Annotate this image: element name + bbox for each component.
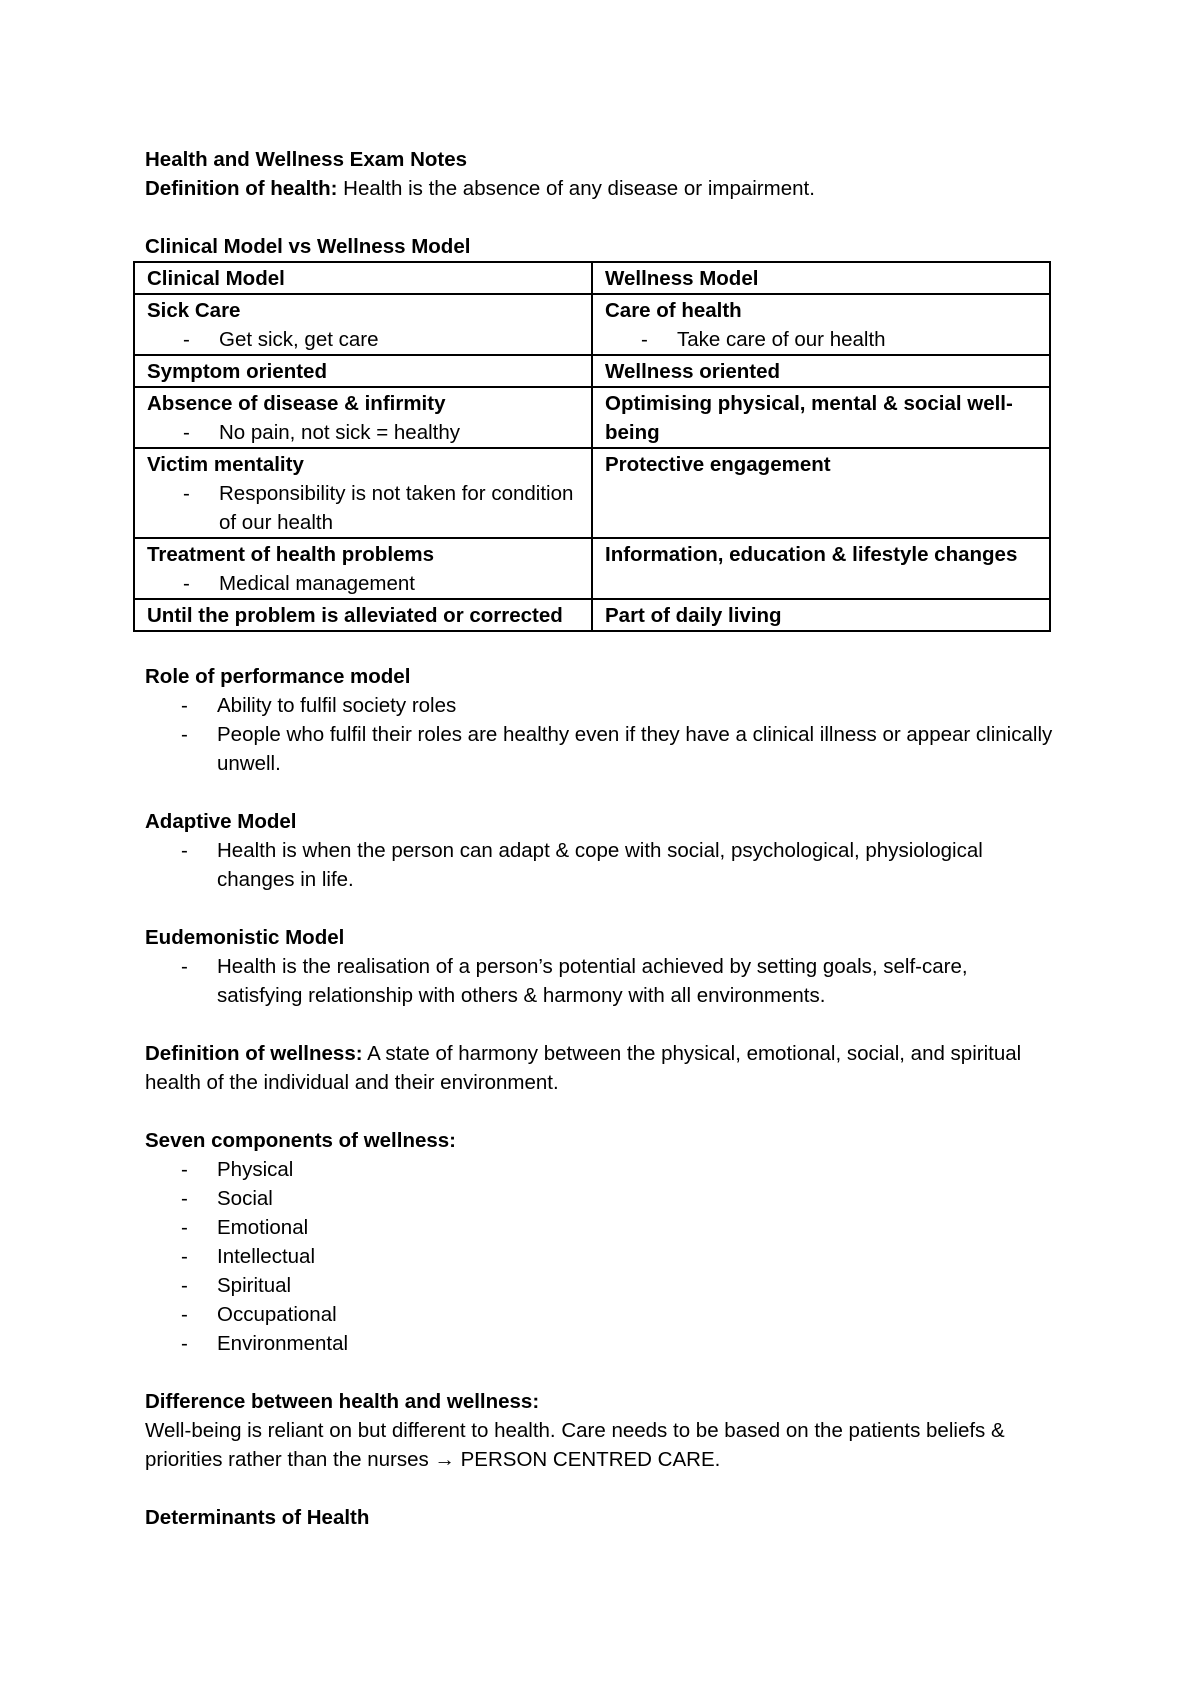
cell-bullet: - No pain, not sick = healthy: [219, 418, 581, 447]
list-item: - Occupational: [217, 1300, 1055, 1329]
wellness-cell: [592, 387, 1050, 448]
table-row: [134, 448, 1050, 538]
list-item: - People who fulfil their roles are healthy even if they have a clinical illness or appear clinically unwell.: [217, 720, 1055, 778]
cell-bullet-list: [147, 569, 581, 598]
definition-of-health: [145, 174, 1055, 203]
role-performance-heading: Role of performance model: [145, 665, 411, 688]
cell-bullet-list: [147, 418, 581, 447]
arrow-icon: →: [434, 1448, 455, 1471]
table-row: [134, 538, 1050, 599]
table-row: [134, 294, 1050, 355]
role-performance-list: [145, 691, 1055, 778]
cell-title: Symptom oriented: [147, 360, 327, 383]
cell-title: Care of health: [605, 299, 742, 322]
table-header-row: [134, 262, 1050, 294]
wellness-cell: [592, 294, 1050, 355]
wellness-cell: [592, 355, 1050, 387]
difference-text-after: PERSON CENTRED CARE.: [454, 1448, 721, 1471]
list-item: - Ability to fulfil society roles: [217, 691, 1055, 720]
cell-bullet-list: [147, 479, 581, 537]
difference-heading: Difference between health and wellness:: [145, 1390, 540, 1413]
table-header-wellness: Wellness Model: [592, 262, 1050, 294]
clinical-cell: [134, 355, 592, 387]
clinical-cell: [134, 448, 592, 538]
difference-text: [145, 1416, 1055, 1474]
adaptive-list: [145, 836, 1055, 894]
difference-text-before: Well-being is reliant on but different to health. Care needs to be based on the patients beliefs & priorities rather than the nurses: [145, 1419, 1005, 1471]
adaptive-heading: Adaptive Model: [145, 810, 297, 833]
list-item: - Spiritual: [217, 1271, 1055, 1300]
cell-bullet-list: [605, 325, 1039, 354]
eudemonistic-list: [145, 952, 1055, 1010]
eudemonistic-heading: Eudemonistic Model: [145, 926, 345, 949]
table-row: [134, 355, 1050, 387]
document-title: Health and Wellness Exam Notes: [145, 148, 468, 171]
cell-bullet: - Get sick, get care: [219, 325, 581, 354]
list-item: - Intellectual: [217, 1242, 1055, 1271]
wellness-cell: [592, 448, 1050, 538]
table-row: [134, 599, 1050, 631]
list-item: - Health is when the person can adapt & cope with social, psychological, physiological changes in life.: [217, 836, 1055, 894]
list-item: - Emotional: [217, 1213, 1055, 1242]
cell-bullet: - Take care of our health: [677, 325, 1039, 354]
comparison-table: [133, 261, 1051, 632]
cell-title: Treatment of health problems: [147, 543, 435, 566]
components-list: [145, 1155, 1055, 1358]
cell-title: Absence of disease & infirmity: [147, 392, 446, 415]
definition-of-wellness-label: Definition of wellness:: [145, 1042, 363, 1065]
list-item: - Environmental: [217, 1329, 1055, 1358]
cell-bullet: - Responsibility is not taken for condition of our health: [219, 479, 581, 537]
definition-of-health-label: Definition of health:: [145, 177, 338, 200]
document-page: [145, 145, 1055, 1532]
components-heading: Seven components of wellness:: [145, 1129, 456, 1152]
cell-title: Until the problem is alleviated or corrected: [147, 604, 563, 627]
wellness-cell: [592, 599, 1050, 631]
clinical-cell: [134, 538, 592, 599]
list-item: - Health is the realisation of a person’s potential achieved by setting goals, self-care, satisfying relationship with others & harmony with all environments.: [217, 952, 1055, 1010]
cell-bullet: - Medical management: [219, 569, 581, 598]
cell-title: Information, education & lifestyle changes: [605, 543, 1018, 566]
cell-bullet-list: [147, 325, 581, 354]
determinants-heading: Determinants of Health: [145, 1506, 370, 1529]
cell-title: Victim mentality: [147, 453, 304, 476]
table-header-clinical: Clinical Model: [134, 262, 592, 294]
definition-of-wellness-text: A state of harmony between the physical, emotional, social, and spiritual health of the individual and their environment.: [145, 1042, 1022, 1094]
cell-title: Wellness oriented: [605, 360, 781, 383]
clinical-cell: [134, 294, 592, 355]
cell-title: Sick Care: [147, 299, 241, 322]
comparison-heading: Clinical Model vs Wellness Model: [145, 235, 471, 258]
table-row: [134, 387, 1050, 448]
wellness-cell: [592, 538, 1050, 599]
clinical-cell: [134, 387, 592, 448]
definition-of-wellness: [145, 1039, 1055, 1097]
cell-title: Part of daily living: [605, 604, 782, 627]
list-item: - Physical: [217, 1155, 1055, 1184]
cell-title: Protective engagement: [605, 453, 831, 476]
definition-of-health-text: Health is the absence of any disease or impairment.: [337, 177, 815, 200]
list-item: - Social: [217, 1184, 1055, 1213]
cell-title: Optimising physical, mental & social well-being: [605, 392, 1013, 444]
clinical-cell: [134, 599, 592, 631]
